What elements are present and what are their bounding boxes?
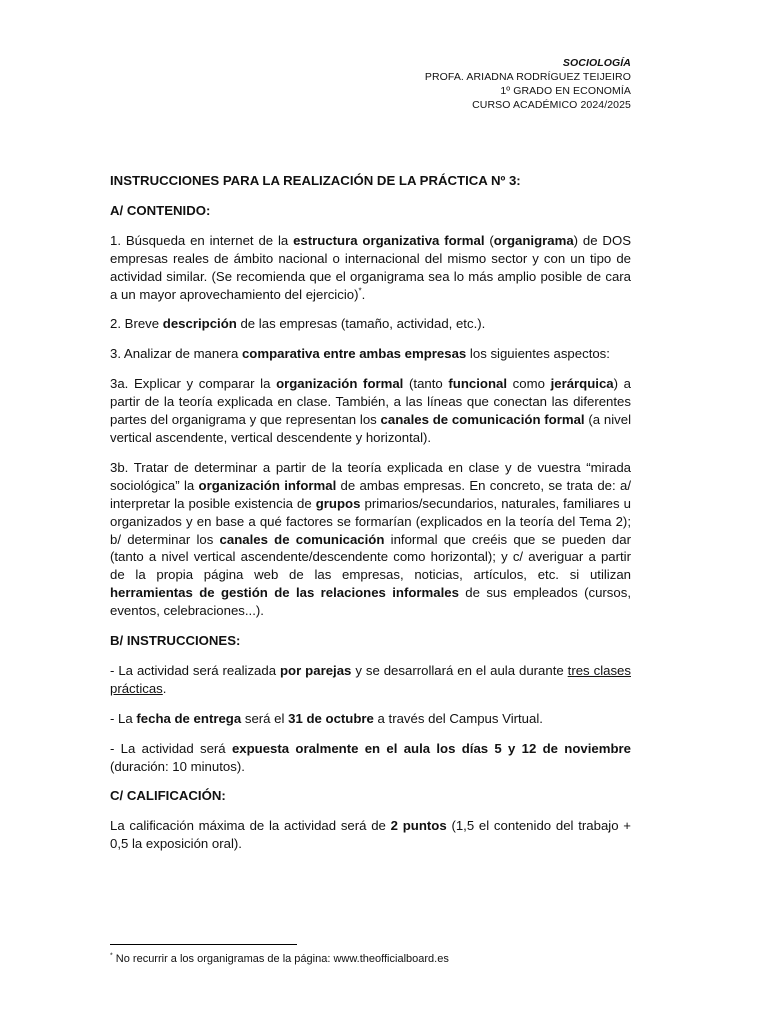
footnote-reference: *: [358, 286, 362, 296]
bold-text: funcional: [448, 376, 508, 392]
bold-text: organización informal: [198, 477, 337, 493]
footnote-mark: *: [110, 952, 113, 960]
bold-text: canales de comunicación formal: [380, 412, 585, 428]
document-title: INSTRUCCIONES PARA LA REALIZACIÓN DE LA PRÁCTICA Nº 3:: [110, 173, 521, 188]
text: 1. Búsqueda en internet de la: [110, 232, 294, 248]
text: 2. Breve: [110, 316, 163, 332]
text: La calificación máxima de la actividad será de: [110, 818, 391, 834]
professor-label: PROFA. ARIADNA RODRÍGUEZ TEIJEIRO: [424, 71, 631, 83]
paragraph-3a: [110, 375, 631, 447]
instruction-1: [110, 662, 631, 698]
text: 3. Analizar de manera: [110, 346, 242, 362]
bold-text: grupos: [315, 495, 361, 511]
instruction-3: [110, 740, 631, 776]
text: ) a partir de la teoría explicada en clase. También, a las líneas que conectan las diferentes partes del organigrama y que representan los: [110, 376, 632, 428]
text: ) de DOS empresas reales de ámbito nacional o internacional del mismo sector y con un tipo de actividad similar. (Se recomienda que el organigrama sea lo más amplio posible de cara a un mayor aprovechamiento del ejercicio): [110, 232, 632, 302]
text: 3b. Tratar de determinar a partir de la teoría explicada en clase y de vuestra “mirada sociológica” la: [110, 459, 631, 493]
grading-paragraph: [110, 817, 631, 853]
text: 3a. Explicar y comparar la: [110, 376, 277, 392]
text: informal que creéis que se pueden dar (tanto a nivel vertical ascendente/descendente como horizontal); y c/ averiguar a partir de la propia página web de las empresas, noticias, artículos, etc. si utilizan: [110, 531, 631, 583]
academic-year-label: CURSO ACADÉMICO 2024/2025: [472, 99, 631, 111]
text: y se desarrollará en el aula durante: [351, 662, 568, 678]
text: (duración: 10 minutos).: [110, 758, 245, 774]
text: de las empresas (tamaño, actividad, etc.).: [236, 316, 486, 332]
bold-text: canales de comunicación: [219, 531, 385, 547]
text: los siguientes aspectos:: [466, 346, 610, 362]
instruction-2: [110, 710, 631, 728]
footnote-separator: [110, 944, 297, 945]
text: (a nivel vertical ascendente, vertical descendente y horizontal).: [110, 412, 631, 445]
underlined-text: tres clases prácticas: [110, 662, 631, 696]
bold-text: descripción: [162, 316, 237, 332]
subject-label: SOCIOLOGÍA: [562, 57, 631, 69]
text: - La: [110, 710, 137, 726]
section-b-heading: B/ INSTRUCCIONES:: [110, 633, 241, 649]
degree-label: 1º GRADO EN ECONOMÍA: [500, 85, 631, 97]
text: .: [361, 286, 366, 302]
text: será el: [241, 710, 289, 726]
text: a través del Campus Virtual.: [373, 710, 543, 726]
section-c-heading: C/ CALIFICACIÓN:: [110, 788, 226, 804]
document-body: [110, 172, 631, 865]
bold-text: organigrama: [493, 232, 574, 248]
bold-text: organización formal: [276, 376, 404, 392]
section-a-heading: A/ CONTENIDO:: [110, 202, 211, 218]
bold-text: por parejas: [280, 662, 352, 678]
text: de ambas empresas. En concreto, se trata de: a/ interpretar la posible existencia de: [110, 477, 631, 511]
paragraph-3: [110, 345, 631, 363]
text: (1,5 el contenido del trabajo + 0,5 la exposición oral).: [110, 818, 631, 852]
text: - La actividad será realizada: [110, 662, 280, 678]
footnote-text: No recurrir a los organigramas de la página: www.theofficialboard.es: [112, 953, 449, 965]
bold-text: 31 de octubre: [288, 710, 374, 726]
text: como: [507, 376, 551, 392]
bold-text: fecha de entrega: [136, 710, 242, 726]
paragraph-1: [110, 232, 631, 304]
bold-text: jerárquica: [550, 376, 614, 392]
bold-text: 2 puntos: [390, 818, 447, 834]
paragraph-3b: [110, 459, 631, 620]
text: de sus empleados (cursos, eventos, celebraciones...).: [110, 585, 631, 619]
bold-text: comparativa entre ambas empresas: [241, 346, 467, 362]
text: .: [162, 680, 167, 696]
paragraph-2: [110, 315, 631, 333]
text: (: [484, 232, 494, 248]
bold-text: estructura organizativa formal: [293, 232, 485, 248]
footnote: [110, 952, 449, 966]
text: primarios/secundarios, naturales, familiares u organizados y en base a qué factores se formarían (explicados en la teoría del Tema 2); b/ determinar los: [110, 495, 631, 547]
text: (tanto: [403, 376, 449, 392]
document-header: [425, 56, 631, 112]
text: - La actividad será: [110, 740, 232, 756]
bold-text: expuesta oralmente en el aula los días 5 y 12 de noviembre: [231, 740, 631, 756]
bold-text: herramientas de gestión de las relaciones informales: [110, 585, 459, 601]
